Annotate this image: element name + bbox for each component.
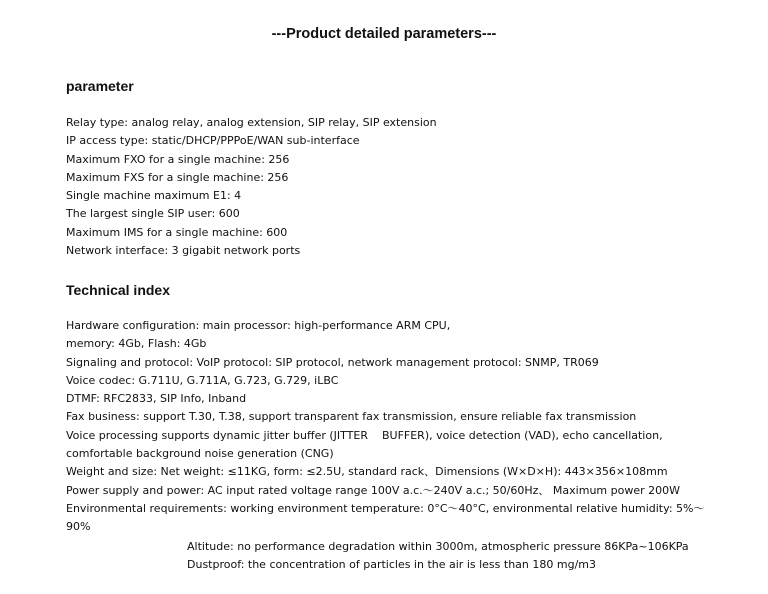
parameter-line: Single machine maximum E1: 4 bbox=[66, 189, 242, 203]
technical-line: Signaling and protocol: VoIP protocol: SIP protocol, network management protocol: SNMP, TR069 bbox=[66, 355, 599, 369]
technical-line: comfortable background noise generation (CNG) bbox=[66, 447, 334, 461]
technical-line: Voice processing supports dynamic jitter buffer (JITTER BUFFER), voice detection (VAD), echo cancellation, bbox=[66, 428, 663, 442]
technical-line: memory: 4Gb, Flash: 4Gb bbox=[66, 337, 207, 351]
technical-line: Fax business: support T.30, T.38, support transparent fax transmission, ensure reliable fax transmission bbox=[66, 410, 637, 424]
parameter-line: Maximum FXO for a single machine: 256 bbox=[66, 152, 290, 166]
parameter-line: Maximum IMS for a single machine: 600 bbox=[66, 225, 288, 239]
section-heading-parameter: parameter bbox=[66, 78, 134, 94]
technical-line: Power supply and power: AC input rated voltage range 100V a.c.～240V a.c.; 50/60Hz、 Maximum power 200W bbox=[66, 483, 680, 497]
indented-technical-line: Dustproof: the concentration of particles in the air is less than 180 mg/m3 bbox=[187, 558, 596, 572]
parameter-line: Network interface: 3 gigabit network ports bbox=[66, 244, 301, 258]
parameter-list bbox=[66, 114, 706, 260]
technical-line: Weight and size: Net weight: ≤11KG, form: ≤2.5U, standard rack、Dimensions (W×D×H): 443×356×108mm bbox=[66, 465, 668, 479]
section-heading-technical-index: Technical index bbox=[66, 282, 170, 298]
parameter-line: Relay type: analog relay, analog extension, SIP relay, SIP extension bbox=[66, 116, 437, 129]
technical-line: Voice codec: G.711U, G.711A, G.723, G.729, iLBC bbox=[66, 373, 339, 387]
technical-line: DTMF: RFC2833, SIP Info, Inband bbox=[66, 392, 247, 406]
indented-technical-line: Altitude: no performance degradation within 3000m, atmospheric pressure 86KPa~106KPa bbox=[187, 540, 689, 553]
technical-index-list bbox=[66, 317, 706, 537]
parameter-line: The largest single SIP user: 600 bbox=[66, 207, 240, 221]
parameter-line: IP access type: static/DHCP/PPPoE/WAN sub-interface bbox=[66, 134, 360, 148]
technical-line: Environmental requirements: working environment temperature: 0°C～40°C, environmental relative humidity: 5%～ bbox=[66, 501, 705, 515]
parameter-line: Maximum FXS for a single machine: 256 bbox=[66, 170, 289, 184]
technical-line: Hardware configuration: main processor: high-performance ARM CPU, bbox=[66, 319, 451, 332]
technical-line: 90% bbox=[66, 520, 91, 534]
indented-technical-list bbox=[187, 538, 727, 575]
page-title: ---Product detailed parameters--- bbox=[271, 26, 497, 42]
